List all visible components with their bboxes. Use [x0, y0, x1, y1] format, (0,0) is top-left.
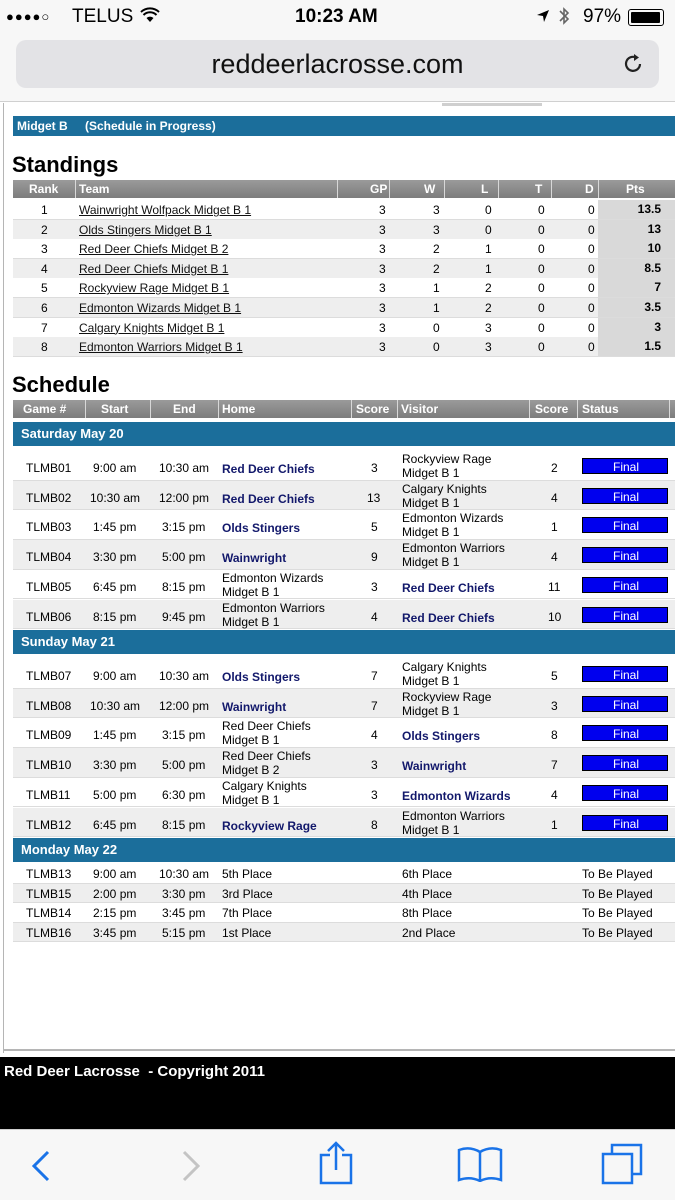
start-time: 2:15 pm — [93, 906, 137, 920]
end-time: 5:15 pm — [162, 925, 206, 940]
schedule-header — [13, 400, 675, 418]
final-status-button[interactable]: Final — [582, 577, 668, 593]
home-team: 7th Place — [222, 906, 273, 920]
rank-cell: 7 — [41, 320, 48, 335]
browser-chrome — [0, 34, 675, 102]
l-cell: 0 — [485, 203, 492, 217]
t-cell: 0 — [538, 301, 545, 315]
end-time: 3:15 pm — [162, 728, 206, 743]
standings-row — [13, 239, 675, 259]
col-team: Team — [79, 182, 110, 196]
visitor-team-division: Midget B 1 — [402, 495, 460, 510]
schedule-row — [13, 808, 675, 838]
final-status-button[interactable]: Final — [582, 666, 668, 682]
final-status-button[interactable]: Final — [582, 517, 668, 533]
home-team: 1st Place — [222, 925, 272, 940]
game-number: TLMB07 — [26, 669, 72, 683]
rank-cell: 5 — [41, 281, 48, 296]
home-team: Calgary Knights — [222, 778, 307, 793]
gp-cell: 3 — [379, 281, 386, 296]
home-score: 4 — [371, 728, 378, 743]
division-name: Midget B — [17, 119, 68, 133]
visitor-score: 10 — [548, 609, 562, 624]
home-team[interactable]: Wainwright — [222, 699, 287, 714]
l-cell: 1 — [485, 261, 492, 276]
d-cell: 0 — [588, 222, 595, 237]
division-bar — [13, 116, 675, 136]
w-cell: 3 — [433, 203, 440, 217]
gp-cell: 3 — [379, 222, 386, 237]
pts-cell: 8.5 — [598, 259, 675, 278]
end-time: 12:00 pm — [159, 490, 210, 505]
t-cell: 0 — [538, 281, 545, 296]
team-link[interactable]: Red Deer Chiefs Midget B 2 — [79, 242, 229, 257]
visitor-score: 3 — [551, 698, 558, 713]
page-left-border — [3, 103, 4, 1053]
col-d: D — [585, 182, 594, 196]
back-icon[interactable] — [30, 1150, 52, 1182]
home-score: 7 — [371, 698, 378, 713]
game-number: TLMB11 — [26, 787, 71, 802]
game-number: TLMB01 — [26, 461, 72, 475]
standings-header — [13, 180, 675, 198]
schedule-row — [13, 600, 675, 630]
home-score: 3 — [371, 787, 378, 802]
w-cell: 2 — [433, 242, 440, 257]
col-visitor: Visitor — [401, 402, 439, 416]
day-bar: Sunday May 21 — [13, 630, 675, 654]
gp-cell: 3 — [379, 320, 386, 335]
status-bar — [0, 0, 675, 34]
col-l: L — [481, 182, 489, 196]
home-team-division: Midget B 1 — [222, 792, 280, 807]
visitor-score: 1 — [551, 817, 558, 832]
team-link[interactable]: Wainwright Wolfpack Midget B 1 — [79, 203, 252, 217]
gp-cell: 3 — [379, 261, 386, 276]
visitor-team: Edmonton Wizards — [402, 511, 504, 526]
standings-row — [13, 278, 675, 298]
schedule-row — [13, 903, 675, 923]
end-time: 5:00 pm — [162, 550, 206, 565]
start-time: 5:00 pm — [93, 787, 137, 802]
tabs-icon[interactable] — [600, 1142, 644, 1186]
start-time: 1:45 pm — [93, 728, 137, 743]
visitor-score: 2 — [551, 461, 558, 475]
home-team: Edmonton Wizards — [222, 570, 324, 585]
start-time: 10:30 am — [90, 490, 141, 505]
standings-row — [13, 318, 675, 338]
standings-row — [13, 298, 675, 318]
t-cell: 0 — [538, 222, 545, 237]
col-home: Home — [222, 402, 256, 416]
game-status: To Be Played — [582, 906, 653, 920]
end-time: 9:45 pm — [162, 609, 206, 624]
game-number: TLMB15 — [26, 886, 72, 901]
reload-icon[interactable] — [622, 53, 644, 75]
schedule-row — [13, 481, 675, 511]
team-link[interactable]: Calgary Knights Midget B 1 — [79, 320, 225, 335]
game-number: TLMB04 — [26, 550, 72, 565]
l-cell: 0 — [485, 222, 492, 237]
l-cell: 3 — [485, 340, 492, 355]
home-score: 13 — [367, 490, 381, 505]
final-status-button[interactable]: Final — [582, 725, 668, 741]
schedule-row — [13, 659, 675, 689]
visitor-team: Calgary Knights — [402, 481, 487, 496]
schedule-row — [13, 748, 675, 778]
w-cell: 2 — [433, 261, 440, 276]
end-time: 3:30 pm — [162, 886, 206, 901]
schedule-row — [13, 540, 675, 570]
home-team-division: Midget B 1 — [222, 584, 280, 599]
game-number: TLMB16 — [26, 925, 72, 940]
gp-cell: 3 — [379, 203, 386, 217]
visitor-team: 8th Place — [402, 906, 453, 920]
visitor-team[interactable]: Red Deer Chiefs — [402, 610, 495, 625]
home-score: 7 — [371, 669, 378, 683]
home-score: 4 — [371, 609, 378, 624]
home-team: Edmonton Warriors — [222, 600, 325, 615]
col-game: Game # — [23, 402, 67, 416]
t-cell: 0 — [538, 242, 545, 257]
standings-row — [13, 220, 675, 240]
rank-cell: 8 — [41, 340, 48, 355]
schedule-row — [13, 689, 675, 719]
col-start: Start — [101, 402, 129, 416]
gp-cell: 3 — [379, 242, 386, 257]
start-time: 1:45 pm — [93, 520, 137, 535]
visitor-team-division: Midget B 1 — [402, 703, 460, 718]
col-visitor-score: Score — [535, 402, 569, 416]
game-number: TLMB08 — [26, 698, 72, 713]
url-text[interactable]: reddeerlacrosse.com — [211, 49, 464, 79]
day-bar: Monday May 22 — [13, 838, 675, 862]
w-cell: 3 — [433, 222, 440, 237]
rank-cell: 4 — [41, 261, 48, 276]
battery-percent: 97% — [583, 6, 622, 27]
home-score: 9 — [371, 550, 378, 565]
start-time: 6:45 pm — [93, 817, 137, 832]
col-rank: Rank — [29, 182, 59, 196]
game-number: TLMB02 — [26, 490, 72, 505]
visitor-score: 5 — [551, 669, 558, 683]
visitor-score: 8 — [551, 728, 558, 743]
game-number: TLMB06 — [26, 609, 72, 624]
start-time: 3:45 pm — [93, 925, 137, 940]
visitor-team-division: Midget B 1 — [402, 674, 460, 688]
bluetooth-icon — [558, 6, 570, 26]
start-time: 8:15 pm — [93, 609, 137, 624]
visitor-team-division: Midget B 1 — [402, 525, 460, 540]
end-time: 10:30 am — [159, 461, 210, 475]
team-link[interactable]: Olds Stingers Midget B 1 — [79, 222, 212, 237]
col-t: T — [535, 182, 543, 196]
rank-cell: 3 — [41, 242, 48, 257]
home-team: 3rd Place — [222, 886, 273, 901]
team-link[interactable]: Rockyview Rage Midget B 1 — [79, 281, 230, 296]
pts-cell: 3 — [598, 318, 675, 337]
home-score: 3 — [371, 461, 378, 475]
end-time: 3:15 pm — [162, 520, 206, 535]
visitor-team-division: Midget B 1 — [402, 822, 460, 837]
end-time: 10:30 am — [159, 669, 210, 683]
game-status: To Be Played — [582, 925, 653, 940]
visitor-team[interactable]: Edmonton Wizards — [402, 788, 511, 803]
start-time: 9:00 am — [93, 461, 137, 475]
home-team[interactable]: Rockyview Rage — [222, 818, 317, 833]
end-time: 10:30 am — [159, 867, 210, 881]
pts-cell: 10 — [598, 239, 675, 258]
pts-cell: 1.5 — [598, 337, 675, 356]
game-status: To Be Played — [582, 886, 653, 901]
pts-cell: 13.5 — [598, 200, 675, 219]
rank-cell: 1 — [41, 203, 48, 217]
pts-cell: 3.5 — [598, 298, 675, 317]
home-team: Red Deer Chiefs — [222, 749, 311, 764]
address-bar[interactable] — [16, 40, 659, 88]
schedule-row — [13, 884, 675, 904]
home-team[interactable]: Red Deer Chiefs — [222, 491, 315, 506]
start-time: 10:30 am — [90, 698, 141, 713]
schedule-row — [13, 570, 675, 600]
start-time: 3:30 pm — [93, 758, 137, 773]
rank-cell: 2 — [41, 222, 48, 237]
site-footer — [0, 1057, 675, 1129]
col-pts: Pts — [626, 182, 645, 196]
pts-cell: 13 — [598, 220, 675, 239]
final-status-button[interactable]: Final — [582, 755, 668, 771]
d-cell: 0 — [588, 261, 595, 276]
final-status-button[interactable]: Final — [582, 785, 668, 801]
w-cell: 1 — [433, 301, 440, 315]
game-number: TLMB09 — [26, 728, 72, 743]
bookmarks-icon[interactable] — [456, 1146, 504, 1182]
standings-title: Standings — [12, 152, 119, 177]
visitor-team: Edmonton Warriors — [402, 541, 505, 556]
rank-cell: 6 — [41, 301, 48, 315]
schedule-row — [13, 718, 675, 748]
end-time: 12:00 pm — [159, 698, 210, 713]
home-team: 5th Place — [222, 867, 273, 881]
schedule-row — [13, 778, 675, 808]
team-link[interactable]: Red Deer Chiefs Midget B 1 — [79, 261, 229, 276]
final-status-button[interactable]: Final — [582, 607, 668, 623]
clock: 10:23 AM — [295, 6, 378, 27]
t-cell: 0 — [538, 340, 545, 355]
final-status-button[interactable]: Final — [582, 488, 668, 504]
visitor-score: 4 — [551, 550, 558, 565]
game-number: TLMB10 — [26, 758, 72, 773]
location-arrow-icon — [536, 9, 550, 23]
w-cell: 1 — [433, 281, 440, 296]
schedule-row — [13, 864, 675, 884]
visitor-score: 11 — [548, 579, 561, 594]
top-divider — [442, 103, 542, 106]
game-status: To Be Played — [582, 867, 653, 881]
home-score: 8 — [371, 817, 378, 832]
home-team[interactable]: Olds Stingers — [222, 521, 301, 536]
l-cell: 2 — [485, 301, 492, 315]
visitor-team-division: Midget B 1 — [402, 466, 460, 480]
l-cell: 1 — [485, 242, 492, 257]
l-cell: 2 — [485, 281, 492, 296]
standings-row — [13, 337, 675, 357]
w-cell: 0 — [433, 340, 440, 355]
col-gp: GP — [370, 182, 388, 196]
visitor-team: 6th Place — [402, 867, 453, 881]
final-status-button[interactable]: Final — [582, 458, 668, 474]
home-team-division: Midget B 1 — [222, 614, 280, 629]
game-number: TLMB13 — [26, 867, 72, 881]
home-team[interactable]: Olds Stingers — [222, 670, 301, 684]
visitor-score: 4 — [551, 787, 558, 802]
visitor-team: Rockyview Rage — [402, 689, 492, 704]
gp-cell: 3 — [379, 301, 386, 315]
visitor-team: 2nd Place — [402, 925, 456, 940]
start-time: 9:00 am — [93, 867, 137, 881]
home-score: 3 — [371, 579, 378, 594]
visitor-team: Rockyview Rage — [402, 452, 492, 466]
standings-row — [13, 259, 675, 279]
division-note: (Schedule in Progress) — [85, 119, 216, 133]
day-bar: Saturday May 20 — [13, 422, 675, 446]
t-cell: 0 — [538, 203, 545, 217]
team-link[interactable]: Edmonton Warriors Midget B 1 — [79, 340, 243, 355]
schedule-row — [13, 510, 675, 540]
visitor-team-division: Midget B 1 — [402, 555, 460, 570]
d-cell: 0 — [588, 242, 595, 257]
standings-row — [13, 200, 675, 220]
web-page — [0, 103, 675, 1053]
visitor-team: 4th Place — [402, 886, 453, 901]
t-cell: 0 — [538, 261, 545, 276]
start-time: 3:30 pm — [93, 550, 137, 565]
col-home-score: Score — [356, 402, 390, 416]
home-team-division: Midget B 1 — [222, 733, 280, 748]
final-status-button[interactable]: Final — [582, 696, 668, 712]
visitor-team[interactable]: Red Deer Chiefs — [402, 580, 495, 595]
game-number: TLMB12 — [26, 817, 72, 832]
w-cell: 0 — [433, 320, 440, 335]
end-time: 8:15 pm — [162, 817, 206, 832]
d-cell: 0 — [588, 203, 595, 217]
start-time: 9:00 am — [93, 669, 137, 683]
schedule-row — [13, 451, 675, 481]
battery-icon — [628, 9, 664, 26]
schedule-row — [13, 923, 675, 943]
game-number: TLMB03 — [26, 520, 72, 535]
bottom-divider — [3, 1049, 675, 1051]
end-time: 8:15 pm — [162, 579, 206, 594]
share-icon[interactable] — [318, 1141, 354, 1185]
home-team: Red Deer Chiefs — [222, 719, 311, 734]
d-cell: 0 — [588, 340, 595, 355]
gp-cell: 3 — [379, 340, 386, 355]
game-number: TLMB14 — [26, 906, 72, 920]
carrier-label: TELUS — [72, 6, 134, 27]
wifi-icon — [140, 7, 160, 23]
d-cell: 0 — [588, 301, 595, 315]
start-time: 6:45 pm — [93, 579, 137, 594]
col-status: Status — [582, 402, 619, 416]
forward-icon[interactable] — [180, 1150, 202, 1182]
home-score: 3 — [371, 758, 378, 773]
final-status-button[interactable]: Final — [582, 815, 668, 831]
signal-dots-icon: ●●●●○ — [6, 9, 51, 24]
visitor-team: Edmonton Warriors — [402, 808, 505, 823]
home-team[interactable]: Wainwright — [222, 551, 287, 566]
home-team[interactable]: Red Deer Chiefs — [222, 462, 315, 476]
end-time: 5:00 pm — [162, 758, 206, 773]
game-number: TLMB05 — [26, 579, 72, 594]
home-team-division: Midget B 2 — [222, 763, 280, 778]
end-time: 6:30 pm — [162, 787, 206, 802]
col-w: W — [424, 182, 436, 196]
end-time: 3:45 pm — [162, 906, 206, 920]
visitor-score: 1 — [551, 520, 558, 535]
col-end: End — [173, 402, 196, 416]
visitor-team: Calgary Knights — [402, 660, 487, 674]
l-cell: 3 — [485, 320, 492, 335]
visitor-score: 4 — [551, 490, 558, 505]
d-cell: 0 — [588, 320, 595, 335]
final-status-button[interactable]: Final — [582, 547, 668, 563]
d-cell: 0 — [588, 281, 595, 296]
start-time: 2:00 pm — [93, 886, 137, 901]
copyright-text: Red Deer Lacrosse - Copyright 2011 — [4, 1063, 265, 1080]
home-score: 5 — [371, 520, 378, 535]
schedule-title: Schedule — [12, 372, 110, 397]
visitor-team[interactable]: Olds Stingers — [402, 729, 481, 744]
pts-cell: 7 — [598, 278, 675, 297]
visitor-team[interactable]: Wainwright — [402, 759, 467, 774]
visitor-score: 7 — [551, 758, 558, 773]
browser-toolbar — [0, 1129, 675, 1200]
t-cell: 0 — [538, 320, 545, 335]
team-link[interactable]: Edmonton Wizards Midget B 1 — [79, 301, 242, 315]
